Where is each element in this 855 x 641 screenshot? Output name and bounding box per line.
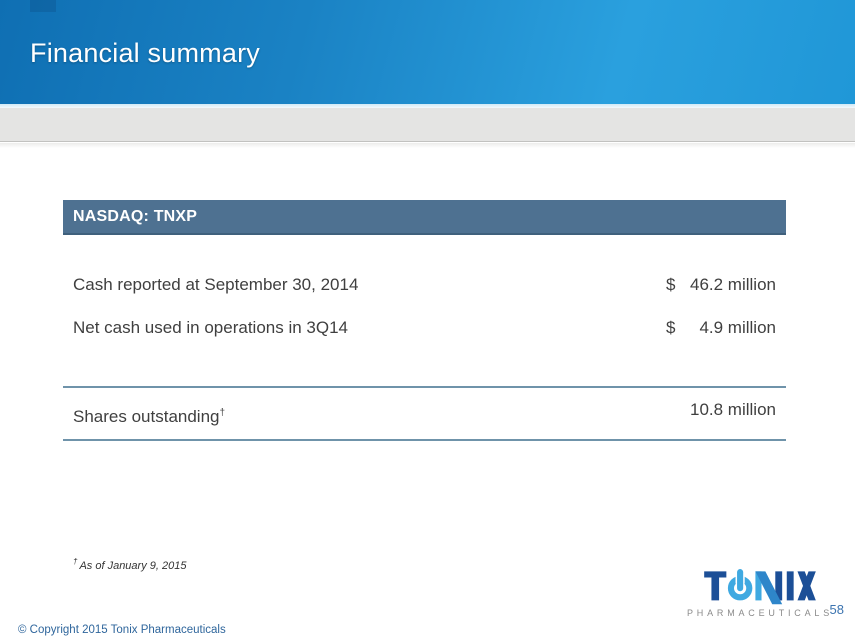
header-accent-rect [30, 0, 56, 12]
company-logo [685, 566, 835, 618]
gray-band [0, 108, 855, 142]
table-row [63, 273, 786, 297]
row-label: Cash reported at September 30, 2014 [73, 275, 359, 294]
row-label: Net cash used in operations in 3Q14 [73, 318, 349, 337]
page-number: 58 [829, 602, 844, 617]
table-header-bar [63, 200, 786, 235]
financial-table [63, 200, 786, 441]
table-header-label: NASDAQ: TNXP [73, 207, 198, 225]
tonix-wordmark-icon [685, 566, 835, 605]
row-amount: 10.8 million [690, 400, 776, 419]
divider-line [63, 439, 786, 441]
footnote-marker: † [73, 557, 78, 567]
table-rows [63, 273, 786, 340]
currency-symbol: $ [666, 275, 676, 294]
copyright-text: © Copyright 2015 Tonix Pharmaceuticals [18, 624, 226, 636]
row-value [666, 398, 776, 422]
row-label: Shares outstanding† [73, 407, 226, 426]
row-value [666, 316, 776, 340]
row-value [666, 273, 776, 297]
logo-subtitle: PHARMACEUTICALS [687, 608, 834, 618]
currency-symbol: $ [666, 318, 676, 337]
table-row [63, 316, 786, 340]
row-amount: 4.9 million [699, 318, 776, 337]
power-button-icon [737, 569, 743, 591]
row-amount: 46.2 million [690, 275, 776, 294]
footnote-marker: † [219, 407, 226, 419]
footnote-text: As of January 9, 2015 [79, 560, 187, 572]
slide-header [0, 0, 855, 104]
footnote [73, 557, 187, 572]
page-title: Financial summary [30, 38, 260, 68]
table-row [63, 388, 786, 439]
gray-band-shadow [0, 143, 855, 148]
